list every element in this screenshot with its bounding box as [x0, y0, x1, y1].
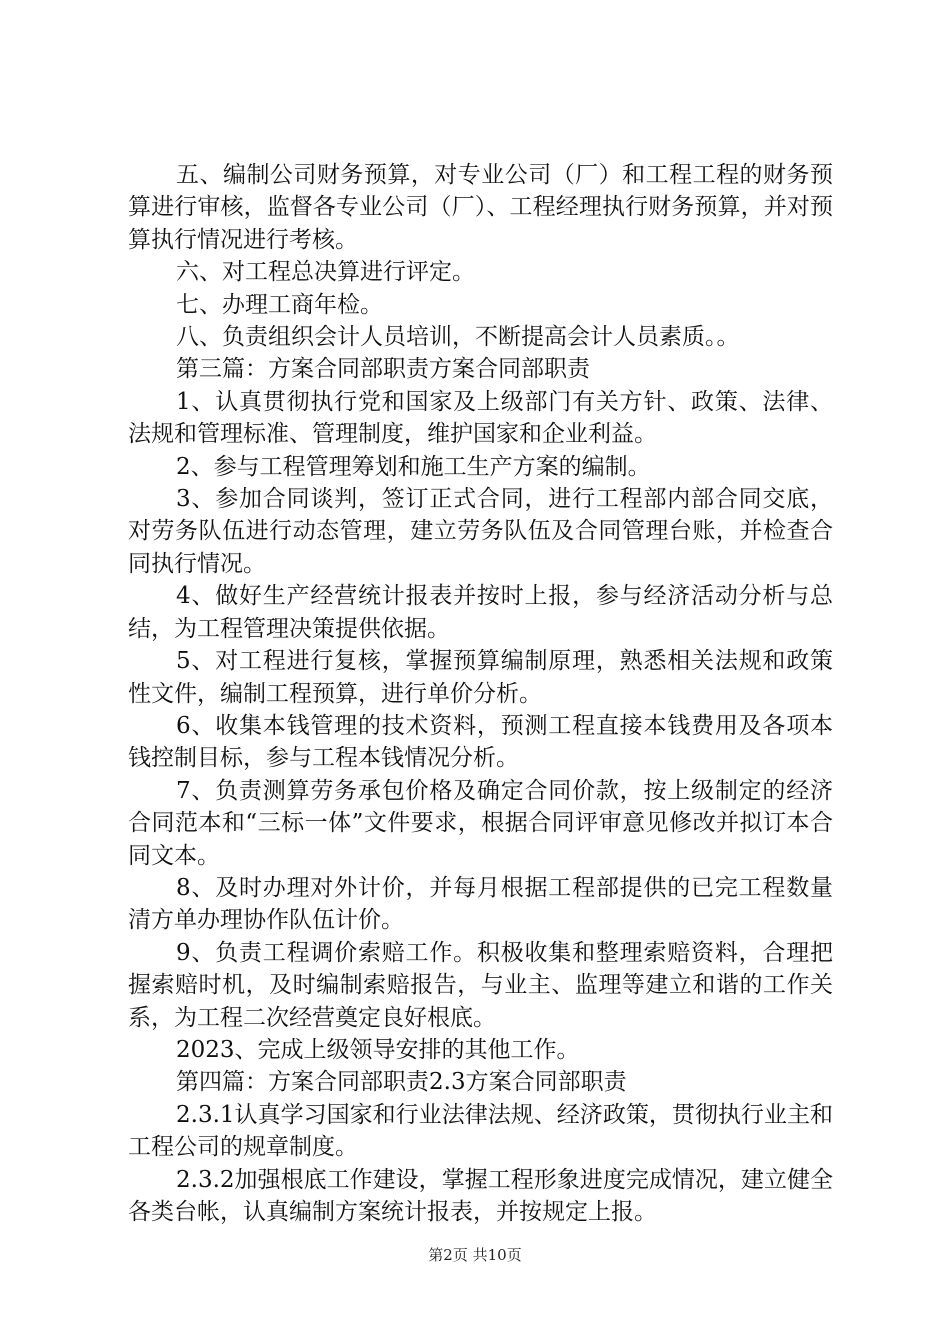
paragraph: 2.3.1认真学习国家和行业法律法规、经济政策，贯彻执行业主和工程公司的规章制度。 [128, 1101, 833, 1161]
paragraph: 2.3.2加强根底工作建设，掌握工程形象进度完成情况，建立健全各类台帐，认真编制方案统计报表，并按规定上报。 [128, 1166, 833, 1225]
document-body [128, 159, 833, 1228]
paragraph: 2、参与工程管理筹划和施工生产方案的编制。 [176, 453, 651, 480]
paragraph: 六、对工程总决算进行评定。 [176, 259, 475, 286]
paragraph: 2023、完成上级领导安排的其他工作。 [176, 1036, 580, 1063]
paragraph: 6、收集本钱管理的技术资料，预测工程直接本钱费用及各项本钱控制目标，参与工程本钱情况分析。 [128, 712, 833, 772]
section-heading: 第三篇：方案合同部职责方案合同部职责 [176, 356, 590, 383]
page-number-footer: 第2页 共10页 [428, 1246, 522, 1264]
paragraph: 9、负责工程调价索赔工作。积极收集和整理索赔资料，合理把握索赔时机，及时编制索赔报告，与业主、监理等建立和谐的工作关系，为工程二次经营奠定良好根底。 [128, 939, 833, 1031]
paragraph: 5、对工程进行复核，掌握预算编制原理，熟悉相关法规和政策性文件，编制工程预算，进行单价分析。 [128, 648, 833, 707]
paragraph: 4、做好生产经营统计报表并按时上报，参与经济活动分析与总结，为工程管理决策提供依据。 [128, 583, 833, 642]
paragraph: 七、办理工商年检。 [176, 291, 383, 318]
paragraph: 五、编制公司财务预算，对专业公司（厂）和工程工程的财务预算进行审核，监督各专业公司（厂）、工程经理执行财务预算，并对预算执行情况进行考核。 [128, 162, 833, 253]
paragraph: 1、认真贯彻执行党和国家及上级部门有关方针、政策、法律、法规和管理标准、管理制度，维护国家和企业利益。 [128, 388, 833, 448]
paragraph: 7、负责测算劳务承包价格及确定合同价款，按上级制定的经济合同范本和“三标一体”文件要求，根据合同评审意见修改并拟订本合同文本。 [128, 777, 833, 869]
paragraph: 8、及时办理对外计价，并每月根据工程部提供的已完工程数量清方单办理协作队伍计价。 [128, 874, 833, 934]
section-heading: 第四篇：方案合同部职责2.3方案合同部职责 [176, 1069, 627, 1096]
paragraph: 八、负责组织会计人员培训，不断提高会计人员素质。。 [176, 324, 740, 351]
paragraph: 3、参加合同谈判，签订正式合同，进行工程部内部合同交底，对劳务队伍进行动态管理，建立劳务队伍及合同管理台账，并检查合同执行情况。 [128, 486, 833, 577]
